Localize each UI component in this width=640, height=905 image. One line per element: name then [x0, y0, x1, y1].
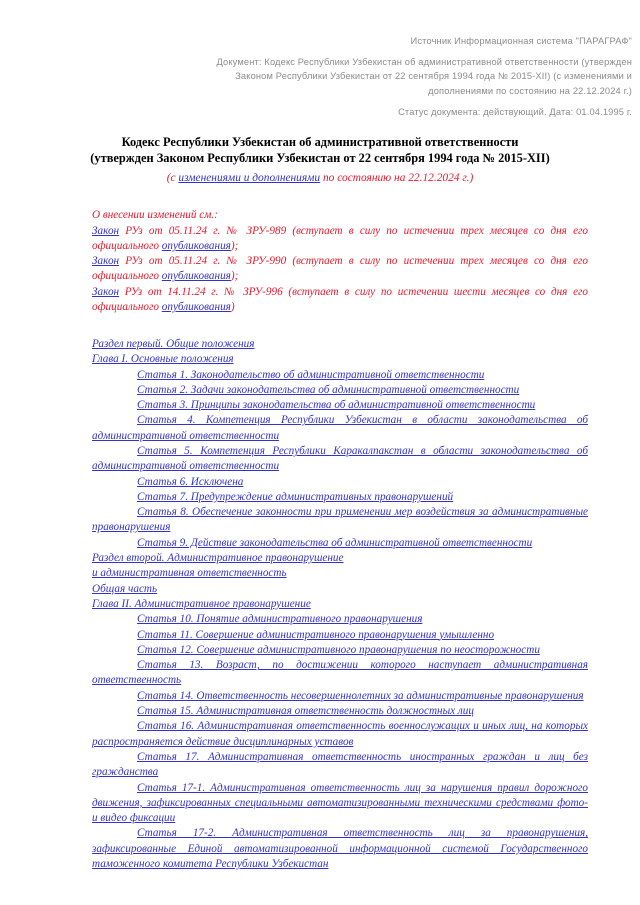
law-link[interactable]: Закон [92, 224, 120, 237]
page-title-line-1: Кодекс Республики Узбекистан об административной ответственности [121, 134, 519, 149]
amendment-text-tail: ); [230, 239, 239, 252]
table-of-contents [0, 337, 640, 872]
toc-entry-section[interactable]: Раздел второй. Административное правонарушение [92, 552, 344, 565]
toc-entry-article[interactable]: Статья 7. Предупреждение административных правонарушений [137, 490, 454, 503]
publication-link[interactable]: опубликования [161, 300, 231, 313]
toc-entry-section[interactable]: Раздел первый. Общие положения [92, 337, 255, 350]
toc-entry-article[interactable]: Статья 15. Административная ответственность должностных лиц [137, 705, 474, 718]
toc-entry-article[interactable]: Статья 9. Действие законодательства об административной ответственности [137, 536, 533, 549]
toc-entry-article[interactable]: Статья 10. Понятие административного правонарушения [137, 613, 423, 626]
page-title-line-2: (утвержден Законом Республики Узбекистан от 22 сентября 1994 года № 2015-XII) [90, 150, 550, 165]
amendment-item [92, 285, 588, 315]
publication-link[interactable]: опубликования [161, 239, 231, 252]
amendment-item [92, 224, 588, 254]
toc-entry-chapter[interactable]: Глава II. Административное правонарушение [92, 597, 311, 610]
amendment-item [92, 254, 588, 284]
document-metadata-header [0, 0, 640, 120]
toc-entry-part[interactable]: Общая часть [92, 582, 158, 595]
toc-entry-article[interactable]: Статья 6. Исключена [137, 475, 244, 488]
amendment-text-tail: ) [230, 300, 235, 313]
toc-entry-article[interactable]: Статья 14. Ответственность несовершеннолетних за административные правонарушения [137, 689, 584, 702]
toc-entry-article[interactable]: Статья 13. Возраст, по достижении которого наступает административная ответственность [92, 659, 588, 687]
document-line-3: дополнениями по состоянию на 22.12.2024 г.) [428, 85, 632, 96]
document-line-1: Документ: Кодекс Республики Узбекистан об административной ответственности (утвержден [216, 56, 632, 67]
amendments-heading: О внесении изменений см.: [92, 208, 218, 221]
amendments-block [0, 208, 640, 315]
source-line: Источник Информационная система "ПАРАГРАФ" [410, 36, 632, 46]
amendment-text: РУз от 05.11.24 г. № ЗРУ-989 (вступает в силу по истечении трех месяцев со дня его официального [92, 224, 588, 252]
document-line-2: Законом Республики Узбекистан от 22 сентября 1994 года № 2015-XII) (с изменениями и [235, 71, 632, 81]
law-link[interactable]: Закон [92, 255, 120, 268]
amendment-text-tail: ); [230, 270, 239, 283]
toc-entry-article[interactable]: Статья 11. Совершение административного правонарушения умышленно [137, 628, 495, 641]
title-amendment-note [48, 170, 592, 186]
law-link[interactable]: Закон [92, 285, 120, 298]
toc-entry-article[interactable]: Статья 2. Задачи законодательства об административной ответственности [137, 383, 520, 396]
toc-entry-chapter[interactable]: Глава I. Основные положения [92, 353, 234, 366]
toc-entry-article[interactable]: Статья 16. Административная ответственность военнослужащих и иных лиц, на которых распространяется действие дисциплинарных уставов [92, 720, 588, 748]
status-line: Статус документа: действующий. Дата: 01.04.1995 г. [398, 107, 632, 117]
toc-entry-article[interactable]: Статья 12. Совершение административного правонарушения по неосторожности [137, 643, 540, 656]
toc-entry-article[interactable]: Статья 5. Компетенция Республики Каракалпакстан в области законодательства об административной ответственности [92, 445, 588, 473]
toc-entry-article[interactable]: Статья 17-1. Административная ответственность лиц за нарушения правил дорожного движения, зафиксированных специальными автоматизированными техническими средствами фото- и видео фиксации [92, 781, 588, 825]
amendment-link[interactable]: изменениями и дополнениями [178, 171, 321, 184]
amendment-suffix: по состоянию на 22.12.2024 г.) [320, 171, 474, 184]
publication-link[interactable]: опубликования [161, 270, 231, 283]
amendment-prefix: (с [166, 171, 179, 184]
toc-entry-section[interactable]: и административная ответственность [92, 567, 287, 580]
toc-entry-article[interactable]: Статья 17-2. Административная ответственность лиц за правонарушения, зафиксированные Единой автоматизированной информационной системой Государственного таможенного комитета Республики Узбекистан [92, 827, 588, 871]
toc-entry-article[interactable]: Статья 3. Принципы законодательства об административной ответственности [137, 399, 536, 412]
amendment-text: РУз от 05.11.24 г. № ЗРУ-990 (вступает в силу по истечении трех месяцев со дня его официального [92, 255, 588, 283]
toc-entry-article[interactable]: Статья 17. Административная ответственность иностранных граждан и лиц без гражданства [92, 750, 588, 779]
toc-entry-article[interactable]: Статья 8. Обеспечение законности при применении мер воздействия за административные правонарушения [92, 506, 588, 534]
amendment-text: РУз от 14.11.24 г. № ЗРУ-996 (вступает в силу по истечении шести месяцев со дня его официального [92, 285, 588, 313]
toc-entry-article[interactable]: Статья 4. Компетенция Республики Узбекистан в области законодательства об административной ответственности [92, 414, 588, 442]
toc-entry-article[interactable]: Статья 1. Законодательство об административной ответственности [137, 368, 485, 381]
document-title-block [0, 134, 640, 186]
